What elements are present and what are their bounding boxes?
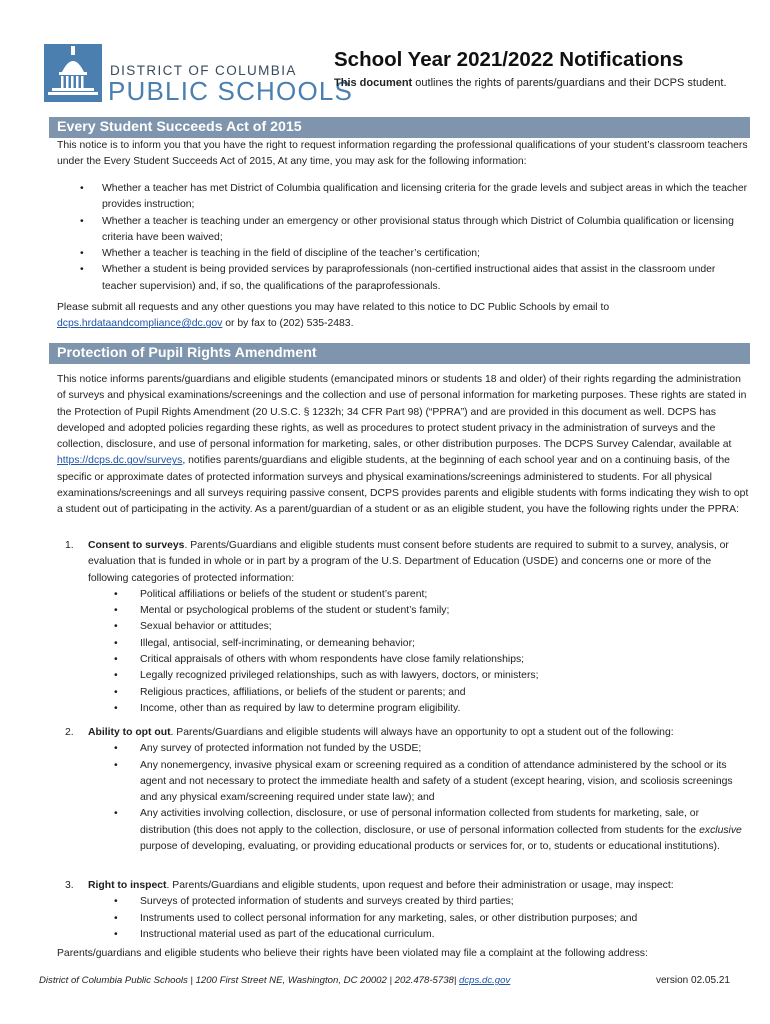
item-title: Right to inspect [88,880,167,891]
essa-bullet-list [80,181,750,295]
emphasis: exclusive [699,824,742,836]
section-heading-ppra: Protection of Pupil Rights Amendment [49,343,750,364]
item-bullet-list [114,587,749,717]
list-item: • Any nonemergency, invasive physical exam or screening required as a condition of attendance administered by the school or its agent and not necessary to protect the immediate health and safety of a student (except hearing, vision, and scoliosis screenings and any physical exam/screening required under state law); and [114,758,749,807]
list-item: • Religious practices, affiliations, or beliefs of the student or parents; and [114,685,749,701]
fax-text: or by fax to (202) 535-2483. [222,318,354,330]
ppra-intro-b: , notifies parents/guardians and eligible students, at the beginning of each school year and on a continuing basis, of the specific or approximate dates of protected information surveys and physical examinations/screenings administered to students. For all physical examinations/screenings and all surveys requiring passive consent, DCPS provides parents and eligible students with forms indicating they wish to opt a student out of participating in the activity. As a parent/guardian of a student or as an eligible student, you have the following rights under the PPRA: [57,455,749,516]
item-bullet-list [114,894,749,943]
footer-address [39,975,739,986]
item-title: Consent to surveys [88,540,185,551]
essa-email-link[interactable]: dcps.hrdataandcompliance@dc.gov [57,318,223,330]
item-number: 1. [65,540,74,551]
essa-submit-text [57,300,749,333]
ppra-closing: Parents/guardians and eligible students who believe their rights have been violated may file a complaint at the following address: [57,948,648,959]
list-item: • Income, other than as required by law to determine program eligibility. [114,701,749,717]
header-intro [334,76,734,91]
item-number: 2. [65,727,74,738]
list-item: • Legally recognized privileged relationships, such as with lawyers, doctors, or ministers; [114,668,749,684]
item-text: . Parents/Guardians and eligible students, upon request and before their administration or usage, may inspect: [166,880,674,891]
list-item: • Whether a teacher is teaching in the field of discipline of the teacher’s certification; [80,246,750,262]
item-title: Ability to opt out [88,727,171,738]
ppra-intro-a: This notice informs parents/guardians and eligible students (emancipated minors or students 18 and older) of their rights regarding the administration of surveys and physical examinations/screenings and the collection and use of personal information for marketing purposes. These rights are stated in the Protection of Pupil Rights Amendment (20 U.S.C. § 1232h; 34 CFR Part 98) (“PPRA”) and are provided in this document as well. DCPS has developed and adopted policies regarding these rights, as well as procedures to protect student privacy in the administration of surveys and the collection, disclosure, and use of personal information for marketing, sales, or other distribution purposes. The DCPS Survey Calendar, available at [57,374,747,451]
list-item: • Any activities involving collection, disclosure, or use of personal information collected from students for marketing, sale, or distribution (this does not apply to the collection, disclosure, or use of personal information collected from students for the exclusive purpose of developing, evaluating, or providing educational products or services for, or to, students or educational institutions). [114,806,749,855]
ppra-item-1 [57,538,749,717]
list-item: • Surveys of protected information of students and surveys created by third parties; [114,894,749,910]
list-item: • Mental or psychological problems of the student or student’s family; [114,603,749,619]
ppra-intro [57,372,749,519]
logo-org-line1: DISTRICT OF COLUMBIA [110,63,297,78]
capitol-dome-icon [44,44,102,102]
list-item: • Any survey of protected information not funded by the USDE; [114,741,749,757]
ppra-item-2 [57,725,749,855]
logo-org-line2: PUBLIC SCHOOLS [108,76,354,106]
list-item: • Illegal, antisocial, self-incriminating, or demeaning behavior; [114,636,749,652]
section-heading-essa: Every Student Succeeds Act of 2015 [49,117,750,138]
list-item: • Whether a teacher has met District of Columbia qualification and licensing criteria for the grade levels and subject areas in which the teacher provides instruction; [80,181,750,214]
intro-bold: This document [334,77,413,89]
survey-calendar-link[interactable]: https://dcps.dc.gov/surveys [57,455,183,467]
document-version: version 02.05.21 [656,975,730,986]
item-bullet-list [114,741,749,855]
intro-rest: outlines the rights of parents/guardians and their DCPS student. [412,77,727,89]
page-title: School Year 2021/2022 Notifications [334,48,684,71]
list-item: • Instruments used to collect personal information for any marketing, sales, or other distribution purposes; and [114,911,749,927]
list-item: • Political affiliations or beliefs of the student or student’s parent; [114,587,749,603]
item-number: 3. [65,880,74,891]
list-item: • Whether a teacher is teaching under an emergency or other provisional status through which District of Columbia qualification or licensing criteria have been waived; [80,214,750,247]
footer-website-link[interactable]: dcps.dc.gov [459,975,511,986]
submit-text: Please submit all requests and any other questions you may have related to this notice to DC Public Schools by email to [57,302,610,313]
footer-text: District of Columbia Public Schools | 1200 First Street NE, Washington, DC 20002 | 202.478-5738| [39,975,460,986]
dcps-logo [44,44,354,106]
essa-intro: This notice is to inform you that you have the right to request information regarding the professional qualifications of your student’s classroom teachers under the Every Student Succeeds Act of 2015, At any time, you may ask for the following information: [57,140,748,168]
list-item: • Whether a student is being provided services by paraprofessionals (non-certified instructional aides that assist in the classroom under teacher supervision) and, if so, the qualifications of the paraprofessionals. [80,262,750,295]
list-item: • Instructional material used as part of the educational curriculum. [114,927,749,943]
ppra-item-3 [57,878,749,943]
item-text: . Parents/Guardians and eligible students will always have an opportunity to opt a student out of the following: [170,727,674,738]
item-text: . Parents/Guardians and eligible students must consent before students are required to submit to a survey, analysis, or evaluation that is funded in whole or in part by a program of the U.S. Department of Education (USDE) and concerns one or more of the following categories of protected information: [88,540,729,584]
list-item: • Critical appraisals of others with whom respondents have close family relationships; [114,652,749,668]
list-item: • Sexual behavior or attitudes; [114,619,749,635]
